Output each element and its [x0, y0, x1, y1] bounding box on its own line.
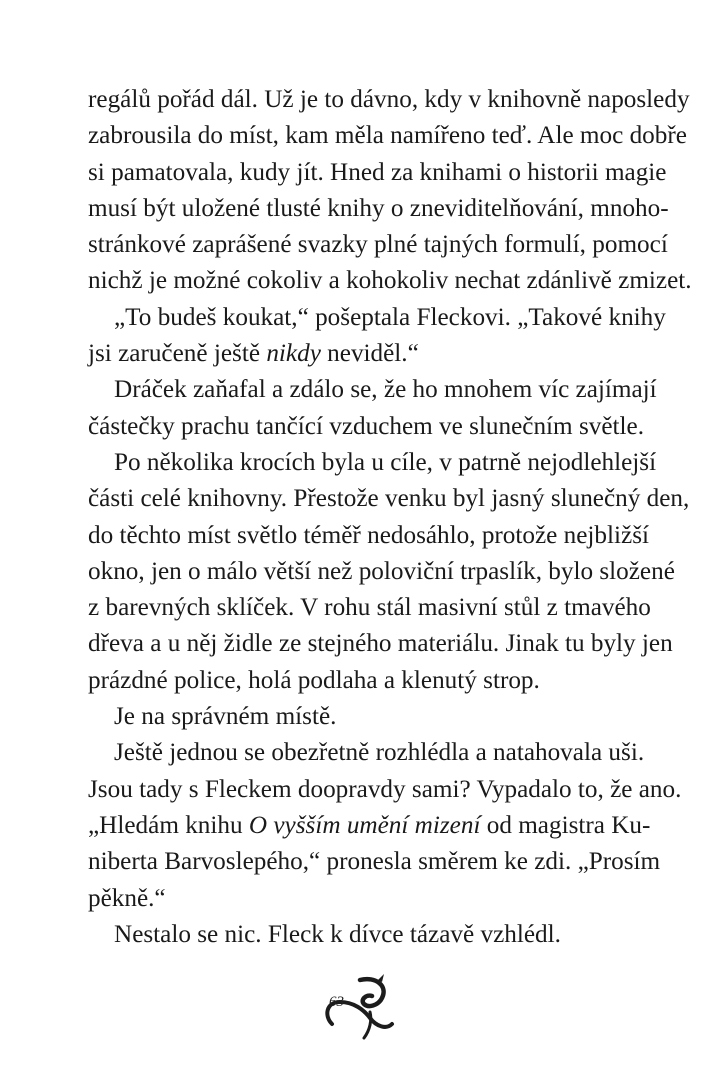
text-line: zabrousila do míst, kam měla namířeno teď. Ale moc dobře — [88, 122, 687, 150]
text-line: částečky prachu tančící vzduchem ve slunečním světle. — [88, 412, 644, 440]
text-line: pěkně.“ — [88, 884, 166, 912]
text-line: části celé knihovny. Přestože venku byl jasný slunečný den, — [88, 485, 690, 513]
text-line: okno, jen o málo větší než poloviční trpaslík, bylo složené — [88, 557, 675, 585]
text-line: prázdné police, holá podlaha a klenutý strop. — [88, 666, 540, 694]
book-title: O vyšším umění mizení — [248, 811, 481, 839]
text-line: musí být uložené tlusté knihy o zneviditelňování, mnoho- — [88, 194, 669, 222]
text-segment: od magistra Ku- — [480, 811, 651, 839]
text-line: Nestalo se nic. Fleck k dívce tázavě vzhlédl. — [114, 920, 561, 948]
text-segment: „Hledám knihu — [88, 811, 249, 839]
text-segment: neviděl.“ — [320, 340, 419, 368]
text-line: si pamatovala, kudy jít. Hned za knihami o historii magie — [88, 158, 667, 186]
text-line: Je na správném místě. — [114, 703, 337, 731]
text-line: z barevných sklíček. V rohu stál masivní stůl z tmavého — [88, 594, 651, 622]
emphasis: nikdy — [266, 340, 321, 368]
text-line — [88, 336, 638, 372]
text-line: nichž je možné cokoliv a kohokoliv nechat zdánlivě zmizet. — [88, 267, 692, 295]
text-line: Jsou tady s Fleckem doopravdy sami? Vypadalo to, že ano. — [88, 775, 682, 803]
text-line: Ještě jednou se obezřetně rozhlédla a natahovala uši. — [114, 739, 645, 767]
body-text — [88, 82, 692, 953]
text-line: do těchto míst světlo téměř nedosáhlo, protože nejbližší — [88, 521, 649, 549]
text-line: stránkové zaprášené svazky plné tajných formulí, pomocí — [88, 231, 668, 259]
text-segment: jsi zaručeně ještě — [88, 340, 267, 368]
page-number: 63 — [329, 994, 344, 1010]
page-footer — [318, 972, 398, 1042]
text-line: niberta Barvoslepého,“ pronesla směrem ke zdi. „Prosím — [88, 848, 661, 876]
text-line: Po několika krocích byla u cíle, v patrně nejodlehlejší — [114, 448, 657, 476]
text-line — [88, 808, 651, 844]
text-line: Dráček zaňafal a zdálo se, že ho mnohem víc zajímají — [114, 376, 657, 404]
text-line: dřeva a u něj židle ze stejného materiálu. Jinak tu byly jen — [88, 630, 673, 658]
text-line: „To budeš koukat,“ pošeptala Fleckovi. „Takové knihy — [114, 303, 666, 331]
text-line: regálů pořád dál. Už je to dávno, kdy v knihovně naposledy — [88, 86, 690, 113]
